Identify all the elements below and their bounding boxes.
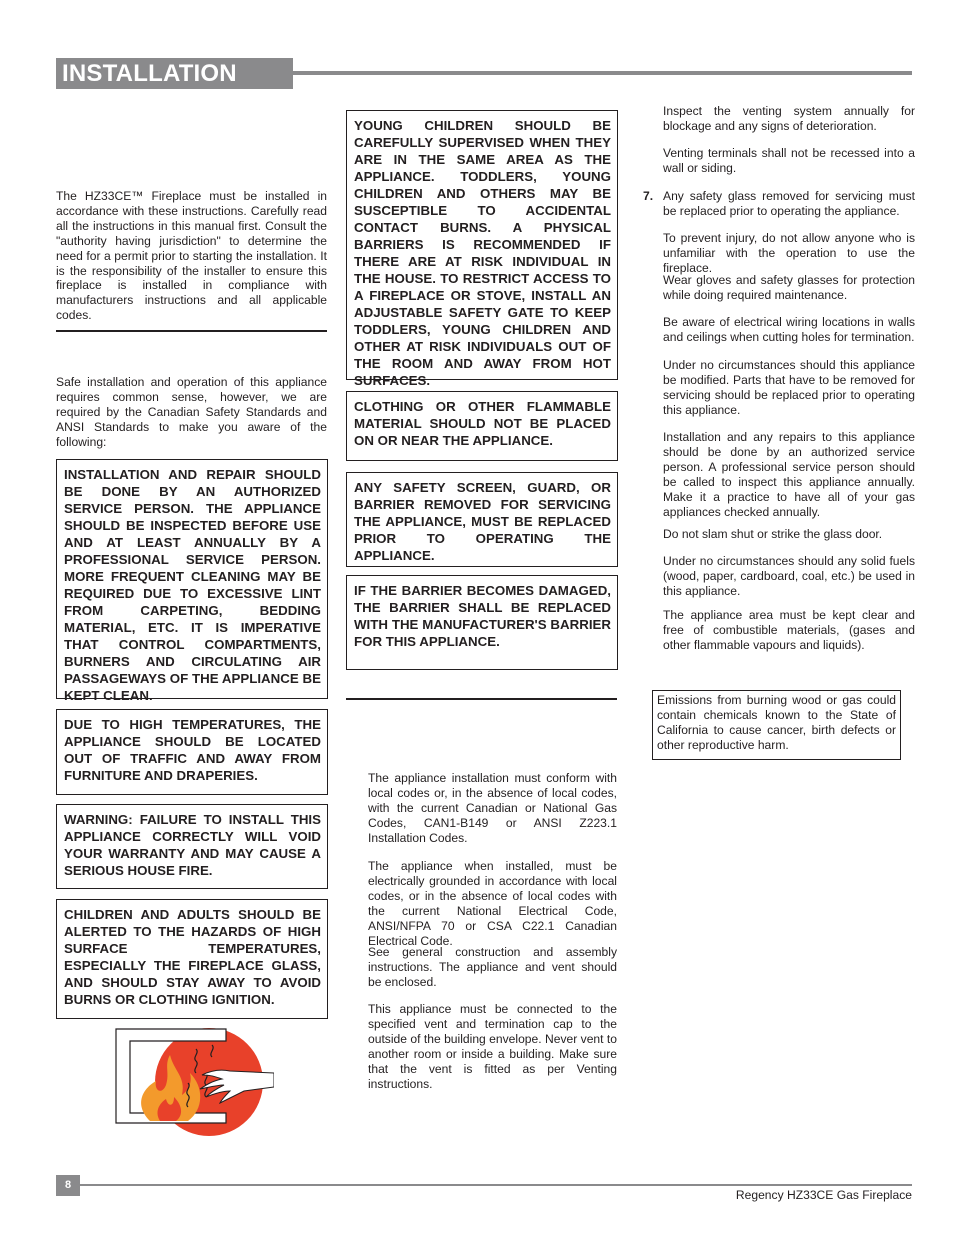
clear-area-paragraph: The appliance area must be kept clear and free of combustible materials, (gases and other flammable vapours and liquids). bbox=[663, 608, 915, 652]
prop65-warning-box: Emissions from burning wood or gas could contain chemicals known to the State of California to cause cancer, birth defects or other reproductive harm. bbox=[652, 690, 901, 760]
footer-rule bbox=[80, 1184, 912, 1186]
list-item-number: 7. bbox=[643, 189, 654, 203]
warning-box-hot-surfaces: CHILDREN AND ADULTS SHOULD BE ALERTED TO THE HAZARDS OF HIGH SURFACE TEMPERATURES, ESPECIALLY THE FIREPLACE GLASS, AND SHOULD STAY AWAY TO AVOID BURNS OR CLOTHING IGNITION. bbox=[56, 899, 328, 1019]
prevent-injury-paragraph: To prevent injury, do not allow anyone who is unfamiliar with the operation to use the fireplace. bbox=[663, 231, 915, 275]
inspect-venting-paragraph: Inspect the venting system annually for blockage and any signs of deterioration. bbox=[663, 104, 915, 133]
no-modification-paragraph: Under no circumstances should this appliance be modified. Parts that have to be removed for servicing should be replaced prior to operating this appliance. bbox=[663, 358, 915, 417]
warning-box-safety-screen: ANY SAFETY SCREEN, GUARD, OR BARRIER REMOVED FOR SERVICING THE APPLIANCE, MUST BE REPLACED PRIOR TO OPERATING THE APPLIANCE. bbox=[346, 472, 618, 567]
intro-paragraph: The HZ33CE™ Fireplace must be installed in accordance with these instructions. Carefully read all the instructions in this manual first. Consult the "authority having jurisdiction" to determine the need for a permit prior to starting the installation. It is the responsibility of the installer to ensure this fireplace is installed in compliance with manufacturers instructions and all applicable codes. bbox=[56, 189, 327, 323]
gloves-paragraph: Wear gloves and safety glasses for protection while doing required maintenance. bbox=[663, 273, 915, 302]
venting-paragraph: This appliance must be connected to the specified vent and termination cap to the outside of the building envelope. Never vent to another room or inside a building. Make sure that the vent is fitted as per Venting instructions. bbox=[368, 1002, 617, 1091]
safety-intro-paragraph: Safe installation and operation of this appliance requires common sense, however, we are required by the Canadian Safety Standards and ANSI Standards to make you aware of the following: bbox=[56, 375, 327, 449]
codes-paragraph: The appliance installation must conform with local codes or, in the absence of local codes, with the current Canadian or National Gas Codes, CAN1-B149 or ANSI Z223.1 Installation Codes. bbox=[368, 771, 617, 845]
header-rule bbox=[293, 71, 912, 75]
footer-product-name: Regency HZ33CE Gas Fireplace bbox=[735, 1188, 912, 1202]
warning-box-children-supervision: YOUNG CHILDREN SHOULD BE CAREFULLY SUPERVISED WHEN THEY ARE IN THE SAME AREA AS THE APPLIANCE. TODDLERS, YOUNG CHILDREN AND OTHERS MAY BE SUSCEPTIBLE TO ACCIDENTAL CONTACT BURNS. A PHYSICAL BARRIERS IS RECOMMENDED IF THERE ARE AT RISK INDIVIDUAL IN THE HOUSE. TO RESTRICT ACCESS TO A FIREPLACE OR STOVE, INSTALL AN ADJUSTABLE SAFETY GATE TO KEEP TODDLERS, YOUNG CHILDREN AND OTHER AT RISK INDIVIDUALS OUT OF THE ROOM AND AWAY FROM HOT SURFACES. bbox=[346, 110, 618, 380]
warning-box-authorized-service: INSTALLATION AND REPAIR SHOULD BE DONE BY AN AUTHORIZED SERVICE PERSON. THE APPLIANCE SHOULD BE INSPECTED BEFORE USE AND AT LEAST ANNUALLY BY A PROFESSIONAL SERVICE PERSON. MORE FREQUENT CLEANING MAY BE REQUIRED DUE TO EXCESSIVE LINT FROM CARPETING, BEDDING MATERIAL, ETC. IT IS IMPERATIVE THAT CONTROL COMPARTMENTS, BURNERS AND CIRCULATING AIR PASSAGEWAYS OF THE APPLIANCE BE KEPT CLEAN. bbox=[56, 459, 328, 699]
assembly-paragraph: See general construction and assembly instructions. The appliance and vent should be enclosed. bbox=[368, 945, 617, 989]
authorized-repairs-paragraph: Installation and any repairs to this appliance should be done by an authorized service person. A professional service person should be called to inspect this appliance annually. Make it a practice to have all of your gas appliances checked annually. bbox=[663, 430, 915, 519]
warning-box-damaged-barrier: IF THE BARRIER BECOMES DAMAGED, THE BARRIER SHALL BE REPLACED WITH THE MANUFACTURER'S BARRIER FOR THIS APPLIANCE. bbox=[346, 575, 618, 670]
warning-box-flammable-material: CLOTHING OR OTHER FLAMMABLE MATERIAL SHOULD NOT BE PLACED ON OR NEAR THE APPLIANCE. bbox=[346, 391, 618, 461]
warning-box-failure-to-install: WARNING: FAILURE TO INSTALL THIS APPLIANCE CORRECTLY WILL VOID YOUR WARRANTY AND MAY CAUSE A SERIOUS HOUSE FIRE. bbox=[56, 804, 328, 889]
page-number: 8 bbox=[64, 1179, 72, 1191]
terminals-paragraph: Venting terminals shall not be recessed into a wall or siding. bbox=[663, 146, 915, 175]
warning-box-high-temperatures: DUE TO HIGH TEMPERATURES, THE APPLIANCE SHOULD BE LOCATED OUT OF TRAFFIC AND AWAY FROM FURNITURE AND DRAPERIES. bbox=[56, 709, 328, 795]
middle-section-rule bbox=[346, 698, 617, 700]
glass-door-paragraph: Do not slam shut or strike the glass door. bbox=[663, 527, 883, 541]
section-title: INSTALLATION bbox=[62, 60, 237, 87]
solid-fuels-paragraph: Under no circumstances should any solid fuels (wood, paper, cardboard, coal, etc.) be used in this appliance. bbox=[663, 554, 915, 598]
hot-surface-illustration bbox=[112, 1025, 274, 1139]
wiring-paragraph: Be aware of electrical wiring locations in walls and ceilings when cutting holes for termination. bbox=[663, 315, 915, 344]
left-section-rule bbox=[56, 330, 327, 332]
safety-glass-paragraph: Any safety glass removed for servicing must be replaced prior to operating the appliance. bbox=[663, 189, 915, 218]
grounding-paragraph: The appliance when installed, must be electrically grounded in accordance with local codes, or in the absence of local codes with the current National Electrical Code, ANSI/NFPA 70 or CSA C22.1 Canadian Electrical Code. bbox=[368, 859, 617, 948]
